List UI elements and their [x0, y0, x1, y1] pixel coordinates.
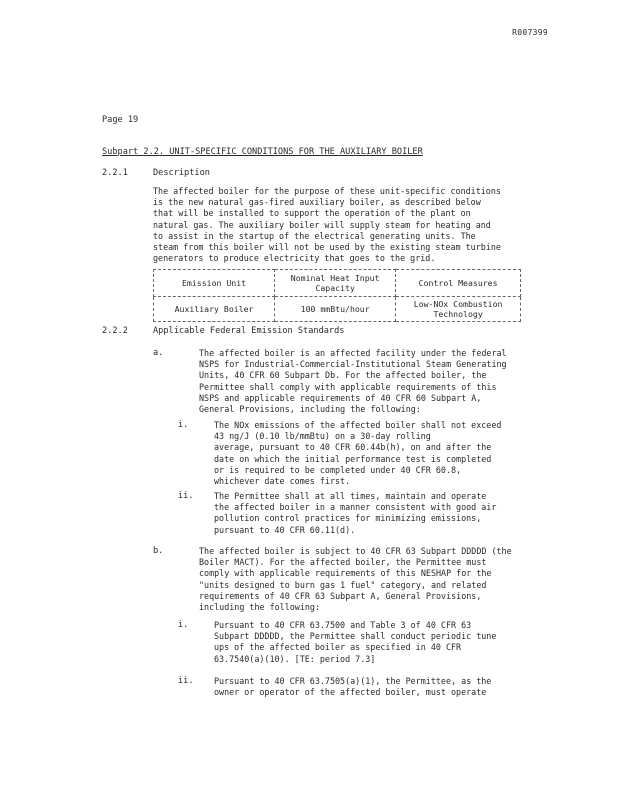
- text-line: NSPS and applicable requirements of 40 CFR 60 Subpart A,: [199, 392, 482, 403]
- text-line: is the new natural gas-fired auxiliary boiler, as described below: [153, 197, 481, 208]
- text-line: steam from this boiler will not be used by the existing steam turbine: [153, 242, 501, 253]
- text-line: The NOx emissions of the affected boiler shall not exceed: [214, 420, 502, 430]
- item-label: b.: [153, 546, 164, 556]
- text-line: Units, 40 CFR 60 Subpart Db. For the affected boiler, the: [199, 370, 487, 381]
- section-number: 2.2.2: [102, 326, 128, 336]
- text-line: or is required to be completed under 40 CFR 60.8,: [214, 464, 462, 475]
- section-title: Subpart 2.2. UNIT-SPECIFIC CONDITIONS FOR THE AUXILIARY BOILER: [102, 147, 423, 157]
- text-line: 63.7540(a)(10). [TE: period 7.3]: [214, 653, 376, 664]
- text-line: Boiler MACT). For the affected boiler, the Permittee must: [199, 557, 487, 568]
- paragraph-a: [199, 348, 507, 415]
- text-line: General Provisions, including the following:: [199, 404, 421, 415]
- text-line: the affected boiler in a manner consistent with good air: [214, 502, 497, 513]
- item-label: i.: [178, 420, 189, 430]
- table-cell: Low-NOx Combustion Technology: [396, 297, 521, 322]
- text-line: generators to produce electricity that goes to the grid.: [153, 253, 436, 264]
- column-header: Emission Unit: [154, 270, 275, 297]
- text-line: pollution control practices for minimizing emissions,: [214, 513, 482, 524]
- section-heading: Description: [153, 168, 210, 178]
- text-line: that will be installed to support the operation of the plant on: [153, 208, 471, 219]
- text-line: to assist in the startup of the electrical generating units. The: [153, 230, 476, 241]
- item-label: a.: [153, 348, 164, 358]
- text-line: whichever date comes first.: [214, 476, 351, 487]
- text-line: "units designed to burn gas 1 fuel" category, and related: [199, 579, 487, 590]
- text-line: date on which the initial performance test is completed: [214, 453, 492, 464]
- paragraph-b-ii: [214, 676, 491, 698]
- table-cell: Auxiliary Boiler: [154, 297, 275, 322]
- description-paragraph: [153, 186, 501, 264]
- page-number: Page 19: [102, 115, 139, 125]
- text-line: Permittee shall comply with applicable requirements of this: [199, 381, 497, 392]
- text-line: The affected boiler for the purpose of these unit-specific conditions: [153, 186, 501, 196]
- section-number: 2.2.1: [102, 168, 128, 178]
- text-line: The affected boiler is an affected facility under the federal: [199, 348, 507, 358]
- emission-unit-table: [153, 269, 521, 322]
- text-line: requirements of 40 CFR 63 Subpart A, General Provisions,: [199, 590, 482, 601]
- text-line: including the following:: [199, 602, 321, 613]
- text-line: average, pursuant to 40 CFR 60.44b(h), on and after the: [214, 442, 492, 453]
- item-label: ii.: [178, 491, 194, 501]
- text-line: 43 ng/J (0.10 lb/mmBtu) on a 30-day rolling: [214, 431, 431, 442]
- text-line: ups of the affected boiler as specified in 40 CFR: [214, 642, 462, 653]
- text-line: owner or operator of the affected boiler, must operate: [214, 687, 487, 698]
- text-line: Subpart DDDDD, the Permittee shall conduct periodic tune: [214, 631, 497, 642]
- table-row: [154, 297, 521, 322]
- paragraph-a-i: [214, 420, 501, 487]
- text-line: Pursuant to 40 CFR 63.7505(a)(1), the Permittee, as the: [214, 676, 492, 686]
- table-cell: 100 mmBtu/hour: [275, 297, 396, 322]
- table-header-row: [154, 270, 521, 297]
- document-id: R007399: [512, 28, 548, 37]
- text-line: NSPS for Industrial-Commercial-Institutional Steam Generating: [199, 359, 507, 370]
- paragraph-b: [199, 546, 512, 613]
- item-label: i.: [178, 620, 189, 630]
- text-line: The Permittee shall at all times, maintain and operate: [214, 491, 487, 501]
- text-line: pursuant to 40 CFR 60.11(d).: [214, 524, 356, 535]
- column-header: Control Measures: [396, 270, 521, 297]
- text-line: natural gas. The auxiliary boiler will supply steam for heating and: [153, 219, 491, 230]
- text-line: comply with applicable requirements of this NESHAP for the: [199, 568, 492, 579]
- item-label: ii.: [178, 676, 194, 686]
- paragraph-a-ii: [214, 491, 496, 536]
- paragraph-b-i: [214, 620, 496, 665]
- column-header: Nominal Heat Input Capacity: [275, 270, 396, 297]
- text-line: The affected boiler is subject to 40 CFR 63 Subpart DDDDD (the: [199, 546, 512, 556]
- text-line: Pursuant to 40 CFR 63.7500 and Table 3 of 40 CFR 63: [214, 620, 472, 630]
- section-heading: Applicable Federal Emission Standards: [153, 326, 345, 336]
